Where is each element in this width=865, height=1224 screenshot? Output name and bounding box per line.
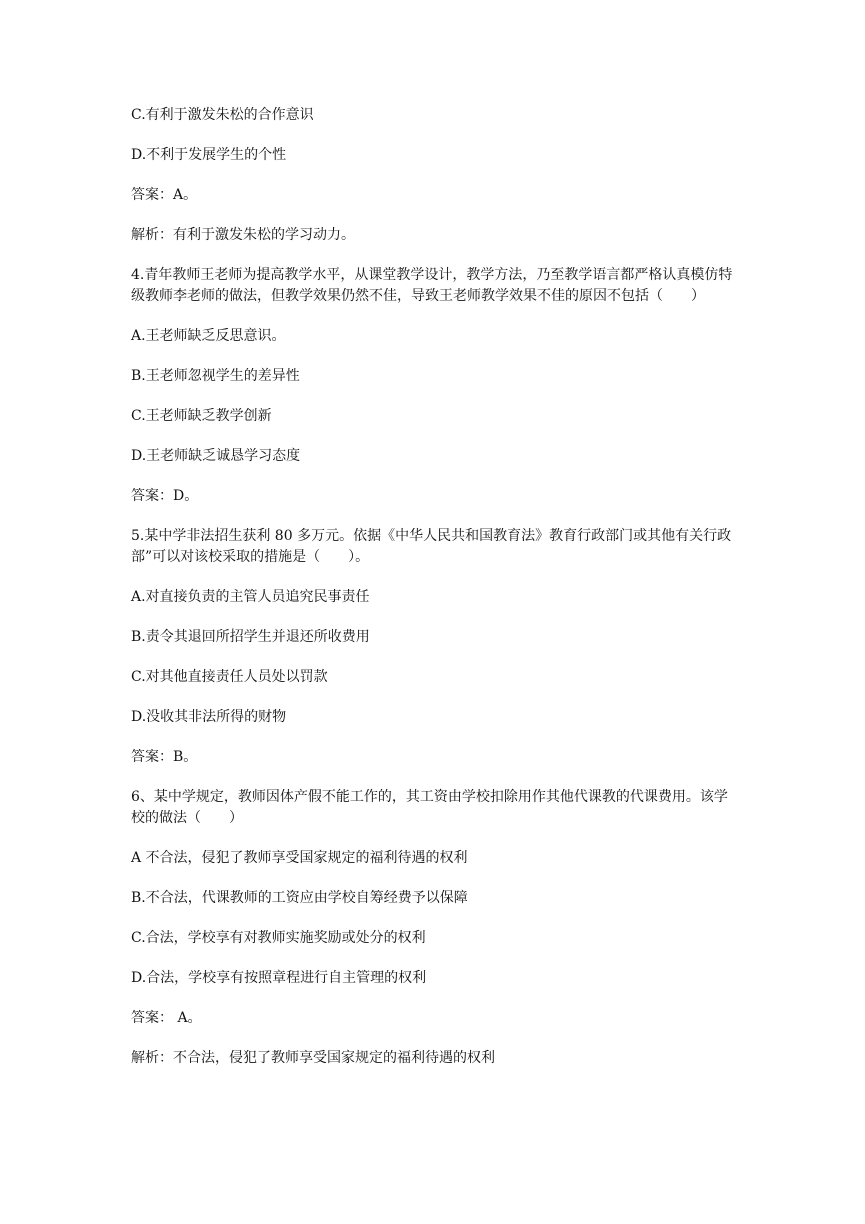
option-d: D.不利于发展学生的个性 [131, 147, 287, 163]
explanation: 解析：有利于激发朱松的学习动力。 [131, 227, 355, 243]
question-6-option-b: B.不合法，代课教师的工资应由学校自筹经费予以保障 [131, 890, 468, 906]
question-6: 6、某中学规定，教师因体产假不能工作的，其工资由学校扣除用作其他代课教的代课费用。该学校的做法（ ） [131, 789, 728, 826]
question-6-option-d: D.合法，学校享有按照章程进行自主管理的权利 [131, 970, 427, 986]
question-5-option-b: B.责令其退回所招学生并退还所收费用 [131, 629, 370, 645]
document-body [131, 105, 741, 1088]
question-5-option-a: A.对直接负责的主管人员追究民事责任 [131, 589, 370, 605]
question-6-option-a: A 不合法，侵犯了教师享受国家规定的福利待遇的权利 [131, 850, 468, 866]
question-4-option-a: A.王老师缺乏反思意识。 [131, 328, 286, 344]
answer: 答案：A。 [131, 187, 198, 203]
question-5-option-d: D.没收其非法所得的财物 [131, 709, 287, 725]
question-4-answer: 答案：D。 [131, 488, 199, 504]
question-6-answer: 答案： A。 [131, 1010, 202, 1026]
question-4-option-c: C.王老师缺乏教学创新 [131, 408, 272, 424]
question-6-explanation: 解析：不合法，侵犯了教师享受国家规定的福利待遇的权利 [131, 1050, 495, 1066]
question-6-option-c: C.合法，学校享有对教师实施奖励或处分的权利 [131, 930, 426, 946]
question-5: 5.某中学非法招生获利 80 多万元。依据《中华人民共和国教育法》教育行政部门或其他有关行政部”可以对该校采取的措施是（ ）。 [131, 528, 732, 565]
question-4-option-b: B.王老师忽视学生的差异性 [131, 368, 300, 384]
option-c: C.有利于激发朱松的合作意识 [131, 107, 314, 123]
question-4-option-d: D.王老师缺乏诚恳学习态度 [131, 448, 301, 464]
question-4: 4.青年教师王老师为提高教学水平，从课堂教学设计，教学方法，乃至教学语言都严格认真模仿特级教师李老师的做法，但教学效果仍然不佳，导致王老师教学效果不佳的原因不包括（ ） [131, 267, 733, 304]
question-5-option-c: C.对其他直接责任人员处以罚款 [131, 669, 328, 685]
question-5-answer: 答案：B。 [131, 749, 198, 765]
